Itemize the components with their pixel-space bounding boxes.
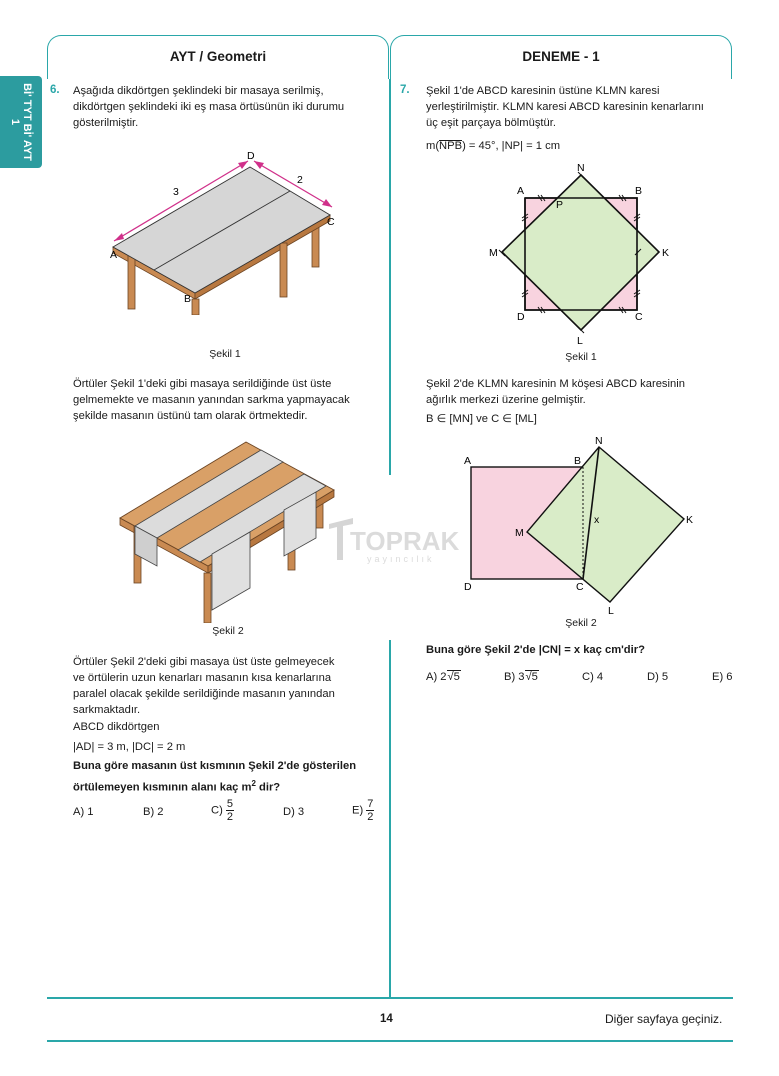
q6-given2: |AD| = 3 m, |DC| = 2 m (73, 741, 186, 753)
q6-option-c-num: 5 (226, 798, 234, 810)
q7-fig1-D: D (517, 311, 525, 323)
q7-fig1-K: K (662, 247, 670, 259)
q7-fig1-C: C (635, 311, 643, 323)
q6-option-c-prefix: C) (211, 804, 223, 817)
q7-option-b-radicand: 5 (531, 671, 538, 683)
q7-option-b-prefix: B) 3 (504, 671, 525, 683)
side-tab-line1: Bİ' TYT Bİ' AYT (21, 83, 33, 161)
q7-fig1-B: B (635, 185, 643, 197)
q6-option-e-den: 2 (367, 811, 374, 823)
q7-option-a-rad: √5 (447, 671, 460, 683)
q7-option-b-rad: √5 (525, 671, 538, 683)
q6-intro-line3: gösterilmiştir. (73, 117, 139, 129)
fig1-label-D: D (247, 150, 255, 162)
q6-mid-line1: Örtüler Şekil 1'deki gibi masaya serildiğinde üst üste (73, 378, 332, 390)
q6-number: 6. (50, 84, 60, 96)
q7-fig1-L: L (577, 335, 583, 347)
q7-given-angle (426, 138, 560, 154)
table1-leg-front-mid (192, 299, 199, 315)
q6-question-line2a: örtülemeyen kısmının alanı kaç m (73, 781, 252, 794)
q6-fig1-caption: Şekil 1 (209, 348, 241, 360)
q7-fig2-C: C (576, 581, 584, 593)
dim-arrow-3-head-a (114, 233, 124, 241)
q7-mid-line2: ağırlık merkezi üzerine gelmiştir. (426, 394, 586, 406)
fig1-label-3: 3 (173, 186, 179, 198)
q7-option-d[interactable]: D) 5 (647, 671, 669, 683)
q7-fig2-M: M (515, 527, 524, 539)
q6-figure-1 (100, 145, 345, 315)
q7-option-a-prefix: A) 2 (426, 671, 447, 683)
q7-fig2-caption: Şekil 2 (565, 617, 597, 629)
q6-body-line4: sarkmaktadır. (73, 704, 141, 716)
q7-option-e[interactable]: E) 6 (712, 671, 733, 683)
dim-arrow-3-head-b (238, 161, 248, 169)
q6-question-sup: 2 (251, 779, 256, 788)
q6-question-line1: Buna göre masanın üst kısmının Şekil 2'de gösterilen (73, 760, 357, 772)
q6-body-line2: ve örtülerin uzun kenarları masanın kısa kenarlarına (73, 672, 332, 684)
q7-question: Buna göre Şekil 2'de |CN| = x kaç cm'dir? (426, 644, 645, 656)
q6-figure-2 (112, 438, 337, 623)
q6-option-e[interactable] (352, 798, 374, 823)
q7-figure-2 (458, 432, 698, 617)
next-page-note: Diğer sayfaya geçiniz. (605, 1012, 723, 1026)
side-tab-text (9, 83, 33, 161)
q6-intro-line2: dikdörtgen şeklindeki iki eş masa örtüsünün iki durumu (73, 101, 345, 113)
q7-mid (426, 376, 736, 408)
footer-line-bottom (47, 1040, 733, 1042)
q6-intro-line1: Aşağıda dikdörtgen şeklindeki bir masaya serilmiş, (73, 85, 324, 97)
q6-option-d[interactable]: D) 3 (283, 806, 305, 818)
q7-figure-1 (485, 160, 675, 350)
q7-intro-line3: üç eşit parçaya bölmüştür. (426, 117, 556, 129)
q6-body (73, 654, 383, 718)
q6-option-e-prefix: E) (352, 804, 364, 817)
q7-option-a-radicand: 5 (453, 671, 460, 683)
table2-leg-front-mid (204, 573, 211, 623)
q6-fig2-caption: Şekil 2 (212, 625, 244, 637)
q6-option-c-den: 2 (226, 811, 234, 823)
q7-fig2-N: N (595, 435, 603, 447)
q6-body-line3: paralel olacak şekilde serildiğinde masanın yanından (73, 688, 335, 700)
q6-option-b[interactable]: B) 2 (143, 806, 164, 818)
q6-body-line1: Örtüler Şekil 2'deki gibi masaya üst üste gelmeyecek (73, 656, 335, 668)
column-divider-bottom (389, 640, 391, 997)
q6-question-line2 (73, 775, 388, 797)
q7-fig1-N: N (577, 162, 585, 174)
watermark (325, 520, 460, 570)
table1-leg-front-left (128, 255, 135, 309)
q7-given-angle-name: NPB (439, 140, 463, 152)
q6-given1: ABCD dikdörtgen (73, 721, 160, 733)
q7-option-a[interactable] (426, 671, 461, 683)
q7-intro-line1: Şekil 1'de ABCD karesinin üstüne KLMN karesi (426, 85, 660, 97)
q6-option-c-fraction (226, 798, 234, 823)
q7-fig1-P: P (556, 199, 564, 211)
page-number: 14 (380, 1013, 393, 1025)
q7-mid-line1: Şekil 2'de KLMN karesinin M köşesi ABCD karesinin (426, 378, 685, 390)
q7-fig1-A: A (517, 185, 525, 197)
q6-option-a[interactable]: A) 1 (73, 806, 94, 818)
side-tab-line2: 1 (9, 118, 21, 126)
q7-option-b[interactable] (504, 671, 539, 683)
q6-option-e-fraction (366, 798, 374, 823)
q7-fig2-x: x (594, 514, 600, 526)
header-right (390, 35, 732, 79)
fig1-label-B: B (184, 293, 192, 305)
watermark-brand: TOPRAK (350, 526, 460, 556)
q7-option-c[interactable]: C) 4 (582, 671, 604, 683)
fig1-label-2: 2 (297, 174, 303, 186)
q7-given-angle-prefix: m( (426, 140, 440, 152)
q6-question (73, 758, 388, 797)
q7-fig2-D: D (464, 581, 472, 593)
q7-number: 7. (400, 84, 410, 96)
q7-fig2-L: L (608, 605, 614, 617)
q6-option-e-num: 7 (367, 798, 374, 810)
q6-intro (73, 83, 383, 131)
q6-option-c[interactable] (211, 798, 234, 823)
q7-fig1-caption: Şekil 1 (565, 351, 597, 363)
fig1-label-C: C (327, 216, 335, 228)
q7-fig2-K: K (686, 514, 694, 526)
column-divider-top (389, 79, 391, 475)
side-tab (0, 76, 42, 168)
header-left (47, 35, 389, 79)
q7-fig1-M: M (489, 247, 498, 259)
q6-mid-line2: gelmemekte ve masanın yanından sarkma yapmayacak (73, 394, 350, 406)
dim-arrow-2-head-b (322, 199, 332, 207)
q7-fig2-B: B (574, 455, 582, 467)
header-right-title: DENEME - 1 (522, 49, 600, 64)
q6-mid (73, 376, 383, 424)
table1-leg-right (280, 243, 287, 297)
q7-given2: B ∈ [MN] ve C ∈ [ML] (426, 413, 537, 425)
q7-intro (426, 83, 736, 131)
dim-arrow-2-head-a (254, 161, 264, 169)
q6-question-line2b: dir? (255, 781, 281, 794)
footer-line-top (47, 997, 733, 999)
q7-intro-line2: yerleştirilmiştir. KLMN karesi ABCD karesinin kenarlarını (426, 101, 704, 113)
watermark-sub: yayıncılık (367, 554, 435, 564)
header-left-title: AYT / Geometri (169, 49, 267, 64)
q7-given-angle-suffix: ) = 45°, |NP| = 1 cm (462, 140, 561, 152)
q6-mid-line3: şekilde masanın üstünü tam olarak örtmektedir. (73, 410, 308, 422)
q7-fig2-A: A (464, 455, 472, 467)
fig1-label-A: A (110, 249, 118, 261)
